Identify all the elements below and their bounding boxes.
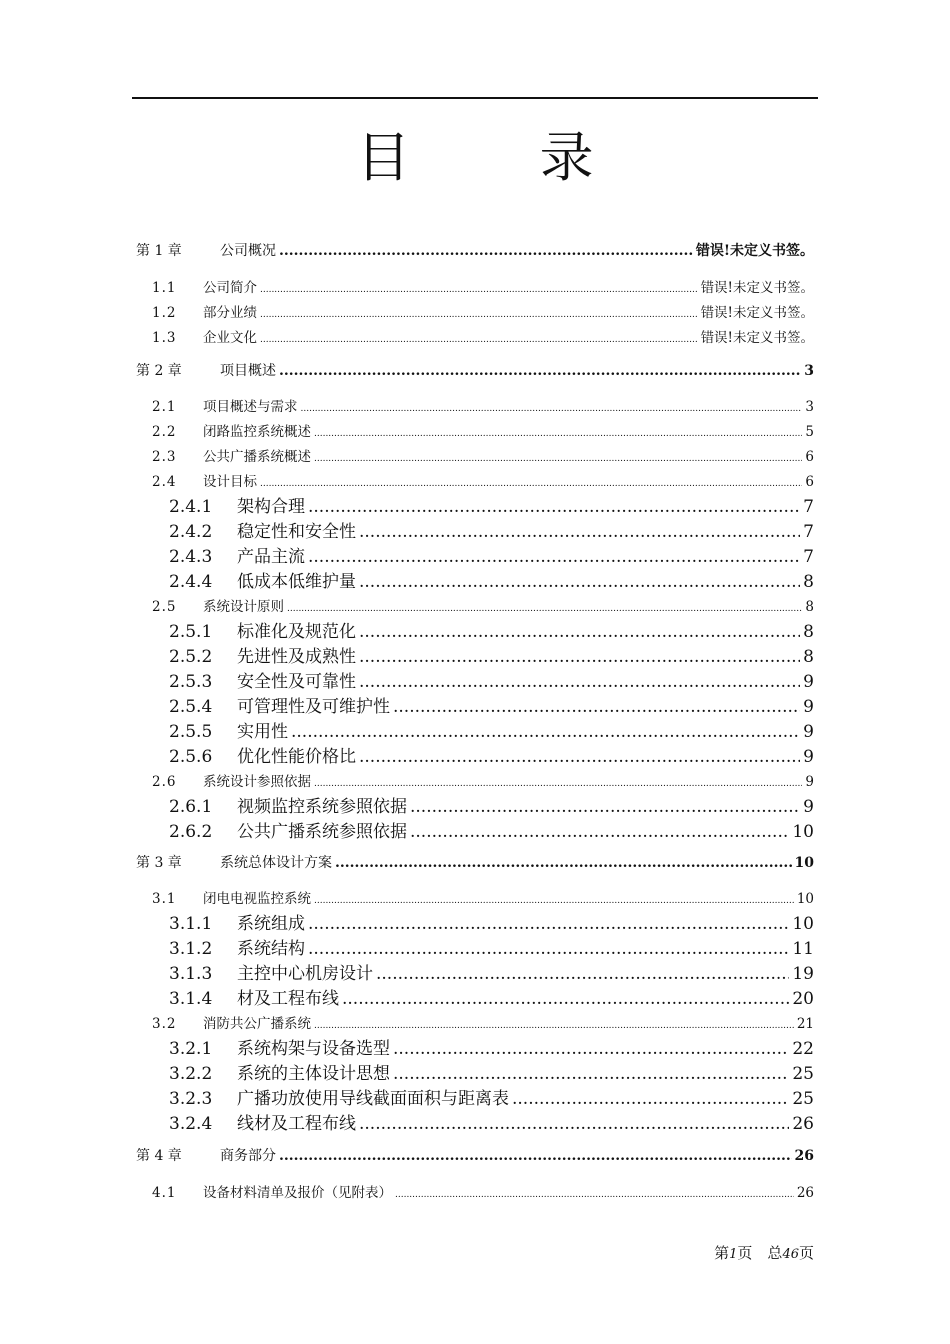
- toc-entry-number: 2.6.1: [169, 797, 213, 817]
- toc-entry-number: 2.3: [152, 449, 177, 465]
- toc-entry[interactable]: [136, 852, 814, 872]
- toc-entry-label: 闭电电视监控系统: [203, 891, 311, 907]
- toc-entry-page: 9: [805, 774, 814, 790]
- toc-entry-number: 2.5.2: [169, 647, 213, 667]
- toc-entry-number: 2.5.1: [169, 622, 213, 642]
- toc-entry-page: 错误!未定义书签。: [695, 243, 814, 259]
- toc-entry[interactable]: [169, 934, 814, 959]
- toc-leader-dots: [314, 429, 802, 439]
- toc-entry-page: 25: [792, 1064, 814, 1084]
- toc-entry-label: 系统构架与设备选型: [237, 1039, 390, 1059]
- toc-entry-page: 错误!未定义书签。: [700, 280, 814, 296]
- toc-entry-page: 9: [803, 722, 814, 742]
- toc-leader-dots: [395, 1190, 794, 1200]
- toc-entry-number: 2.2: [152, 424, 177, 440]
- toc-entry-page: 7: [803, 497, 814, 517]
- toc-entry-number: 2.6.2: [169, 822, 213, 842]
- toc-entry-number: 第 4 章: [136, 1148, 182, 1164]
- toc-entry-page: 10: [794, 855, 814, 871]
- toc-entry-number: 第 3 章: [136, 855, 182, 871]
- toc-entry-label: 低成本低维护量: [237, 572, 356, 592]
- toc-entry-label: 系统组成: [237, 914, 305, 934]
- toc-entry[interactable]: [169, 492, 814, 517]
- toc-leader-dots: [287, 604, 802, 614]
- toc-leader-dots: [410, 797, 800, 817]
- footer-total-pages: 46: [782, 1247, 799, 1262]
- toc-leader-dots: [260, 479, 802, 489]
- toc-leader-dots: [308, 914, 789, 934]
- toc-entry-label: 公共广播系统概述: [203, 449, 311, 465]
- toc-entry-number: 1.3: [152, 330, 177, 346]
- toc-entry[interactable]: [169, 542, 814, 567]
- toc-entry-label: 可管理性及可维护性: [237, 697, 390, 717]
- toc-entry[interactable]: [169, 667, 814, 692]
- toc-entry-number: 3.1.1: [169, 914, 213, 934]
- toc-entry-page: 7: [803, 522, 814, 542]
- toc-entry-page: 8: [803, 622, 814, 642]
- toc-leader-dots: [308, 547, 800, 567]
- toc-entry-number: 2.4.3: [169, 547, 213, 567]
- toc-entry[interactable]: [169, 567, 814, 592]
- toc-entry[interactable]: [169, 617, 814, 642]
- toc-entry[interactable]: [169, 817, 814, 842]
- toc-leader-dots: [279, 363, 801, 379]
- toc-leader-dots: [393, 1039, 789, 1059]
- toc-entry-page: 19: [792, 964, 814, 984]
- toc-entry-number: 1.1: [152, 280, 177, 296]
- toc-entry-page: 11: [792, 939, 814, 959]
- toc-entry-page: 8: [803, 572, 814, 592]
- toc-leader-dots: [260, 310, 698, 320]
- toc-entry[interactable]: [136, 360, 814, 380]
- toc-leader-dots: [279, 243, 693, 259]
- toc-entry[interactable]: [152, 1012, 814, 1032]
- toc-entry-label: 产品主流: [237, 547, 305, 567]
- toc-entry-page: 错误!未定义书签。: [700, 305, 814, 321]
- toc-leader-dots: [260, 335, 698, 345]
- toc-entry-number: 2.5: [152, 599, 177, 615]
- toc-entry-number: 3.2.2: [169, 1064, 213, 1084]
- toc-entry[interactable]: [152, 1181, 814, 1201]
- toc-entry-label: 公共广播系统参照依据: [237, 822, 407, 842]
- toc-entry-number: 2.4: [152, 474, 177, 490]
- toc-entry-page: 10: [796, 891, 814, 907]
- toc-entry-number: 第 2 章: [136, 363, 182, 379]
- toc-entry-label: 闭路监控系统概述: [203, 424, 311, 440]
- toc-entry-page: 25: [792, 1089, 814, 1109]
- toc-entry-label: 项目概述与需求: [203, 399, 298, 415]
- toc-entry-label: 设计目标: [203, 474, 257, 490]
- toc-entry-number: 2.5.5: [169, 722, 213, 742]
- toc-entry-number: 2.1: [152, 399, 177, 415]
- toc-entry[interactable]: [169, 1059, 814, 1084]
- footer-suffix: 页: [798, 1244, 814, 1262]
- toc-entry-number: 3.1.4: [169, 989, 213, 1009]
- toc-entry-label: 系统结构: [237, 939, 305, 959]
- toc-entry-page: 8: [805, 599, 814, 615]
- toc-entry-label: 商务部分: [220, 1148, 276, 1164]
- toc-entry[interactable]: [136, 1145, 814, 1165]
- toc-entry-label: 设备材料清单及报价（见附表）: [203, 1185, 392, 1201]
- toc-entry-page: 8: [803, 647, 814, 667]
- toc-entry[interactable]: [169, 642, 814, 667]
- toc-entry[interactable]: [169, 517, 814, 542]
- toc-entry[interactable]: [152, 887, 814, 907]
- toc-entry-page: 26: [794, 1148, 814, 1164]
- toc-entry-page: 9: [803, 672, 814, 692]
- toc-leader-dots: [308, 939, 789, 959]
- toc-entry-page: 3: [805, 399, 814, 415]
- toc-entry-number: 3.2.4: [169, 1114, 213, 1134]
- toc-leader-dots: [376, 964, 789, 984]
- toc-leader-dots: [359, 672, 800, 692]
- toc-entry[interactable]: [152, 395, 814, 415]
- toc-leader-dots: [359, 747, 800, 767]
- toc-entry-number: 4.1: [152, 1185, 177, 1201]
- toc-entry-number: 2.4.4: [169, 572, 213, 592]
- toc-leader-dots: [342, 989, 789, 1009]
- toc-entry-number: 3.2.1: [169, 1039, 213, 1059]
- toc-entry-number: 2.5.6: [169, 747, 213, 767]
- toc-leader-dots: [393, 697, 800, 717]
- toc-entry-number: 2.6: [152, 774, 177, 790]
- page-title: 目 录: [356, 126, 650, 189]
- footer-current-page: 1: [729, 1247, 738, 1262]
- toc-entry-label: 稳定性和安全性: [237, 522, 356, 542]
- toc-leader-dots: [359, 647, 800, 667]
- toc-entry-label: 公司概况: [220, 243, 276, 259]
- toc-entry-number: 1.2: [152, 305, 177, 321]
- toc-entry[interactable]: [169, 742, 814, 767]
- toc-entry-label: 材及工程布线: [237, 989, 339, 1009]
- toc-leader-dots: [314, 779, 802, 789]
- toc-leader-dots: [308, 497, 800, 517]
- toc-leader-dots: [393, 1064, 789, 1084]
- toc-entry-page: 9: [803, 697, 814, 717]
- toc-entry-number: 3.1: [152, 891, 177, 907]
- toc-entry-label: 架构合理: [237, 497, 305, 517]
- toc-entry-page: 9: [803, 747, 814, 767]
- toc-entry-number: 3.2: [152, 1016, 177, 1032]
- toc-entry-label: 消防共公广播系统: [203, 1016, 311, 1032]
- toc-entry-label: 系统总体设计方案: [220, 855, 332, 871]
- toc-entry[interactable]: [152, 420, 814, 440]
- toc-entry[interactable]: [169, 1109, 814, 1134]
- toc-entry-label: 实用性: [237, 722, 288, 742]
- toc-entry[interactable]: [169, 909, 814, 934]
- toc-entry-label: 部分业绩: [203, 305, 257, 321]
- toc-entry-label: 先进性及成熟性: [237, 647, 356, 667]
- toc-leader-dots: [359, 572, 800, 592]
- toc-leader-dots: [512, 1089, 789, 1109]
- toc-entry-number: 2.4.2: [169, 522, 213, 542]
- toc-entry-label: 视频监控系统参照依据: [237, 797, 407, 817]
- toc-entry-number: 2.4.1: [169, 497, 213, 517]
- toc-entry-page: 21: [796, 1016, 814, 1032]
- toc-entry[interactable]: [152, 301, 814, 321]
- toc-entry[interactable]: [169, 792, 814, 817]
- toc-entry-page: 26: [792, 1114, 814, 1134]
- toc-leader-dots: [301, 404, 803, 414]
- toc-entry[interactable]: [169, 1084, 814, 1109]
- toc-leader-dots: [260, 285, 698, 295]
- toc-entry-page: 5: [805, 424, 814, 440]
- toc-entry[interactable]: [152, 470, 814, 490]
- toc-entry[interactable]: [152, 276, 814, 296]
- toc-entry-number: 2.5.3: [169, 672, 213, 692]
- toc-entry-number: 2.5.4: [169, 697, 213, 717]
- toc-leader-dots: [335, 855, 792, 871]
- footer-prefix: 第: [714, 1244, 730, 1262]
- toc-entry[interactable]: [152, 326, 814, 346]
- toc-entry-number: 3.1.2: [169, 939, 213, 959]
- toc-entry-label: 线材及工程布线: [237, 1114, 356, 1134]
- toc-entry-page: 20: [792, 989, 814, 1009]
- toc-entry-label: 项目概述: [220, 363, 276, 379]
- toc-entry-label: 公司简介: [203, 280, 257, 296]
- toc-entry[interactable]: [152, 595, 814, 615]
- toc-entry-label: 优化性能价格比: [237, 747, 356, 767]
- toc-leader-dots: [359, 622, 800, 642]
- toc-leader-dots: [279, 1148, 792, 1164]
- toc-entry-page: 错误!未定义书签。: [700, 330, 814, 346]
- toc-leader-dots: [359, 1114, 789, 1134]
- toc-entry-page: 26: [796, 1185, 814, 1201]
- toc-entry-number: 第 1 章: [136, 243, 182, 259]
- toc-entry[interactable]: [136, 240, 814, 260]
- toc-entry[interactable]: [152, 770, 814, 790]
- toc-entry[interactable]: [169, 717, 814, 742]
- toc-leader-dots: [314, 896, 794, 906]
- toc-entry-page: 3: [804, 363, 814, 379]
- toc-entry-label: 广播功放使用导线截面面积与距离表: [237, 1089, 509, 1109]
- toc-leader-dots: [314, 1021, 794, 1031]
- toc-entry[interactable]: [152, 445, 814, 465]
- toc-entry-label: 主控中心机房设计: [237, 964, 373, 984]
- toc-entry-page: 22: [792, 1039, 814, 1059]
- toc-entry-number: 3.2.3: [169, 1089, 213, 1109]
- toc-entry-label: 安全性及可靠性: [237, 672, 356, 692]
- toc-leader-dots: [410, 822, 789, 842]
- toc-entry-page: 7: [803, 547, 814, 567]
- toc-leader-dots: [314, 454, 802, 464]
- toc-entry[interactable]: [169, 1034, 814, 1059]
- toc-entry[interactable]: [169, 984, 814, 1009]
- toc-entry-page: 6: [805, 474, 814, 490]
- toc-entry[interactable]: [169, 692, 814, 717]
- toc-entry-label: 系统的主体设计思想: [237, 1064, 390, 1084]
- toc-leader-dots: [291, 722, 800, 742]
- toc-entry-number: 3.1.3: [169, 964, 213, 984]
- toc-entry-label: 企业文化: [203, 330, 257, 346]
- toc-entry-page: 10: [792, 914, 814, 934]
- toc-entry-page: 10: [792, 822, 814, 842]
- page-footer: [714, 1242, 814, 1263]
- toc-entry-label: 系统设计原则: [203, 599, 284, 615]
- toc-entry-label: 系统设计参照依据: [203, 774, 311, 790]
- toc-leader-dots: [359, 522, 800, 542]
- toc-entry-page: 9: [803, 797, 814, 817]
- footer-middle: 页 总: [737, 1244, 783, 1262]
- toc-entry-page: 6: [805, 449, 814, 465]
- toc-entry-label: 标准化及规范化: [237, 622, 356, 642]
- toc-entry[interactable]: [169, 959, 814, 984]
